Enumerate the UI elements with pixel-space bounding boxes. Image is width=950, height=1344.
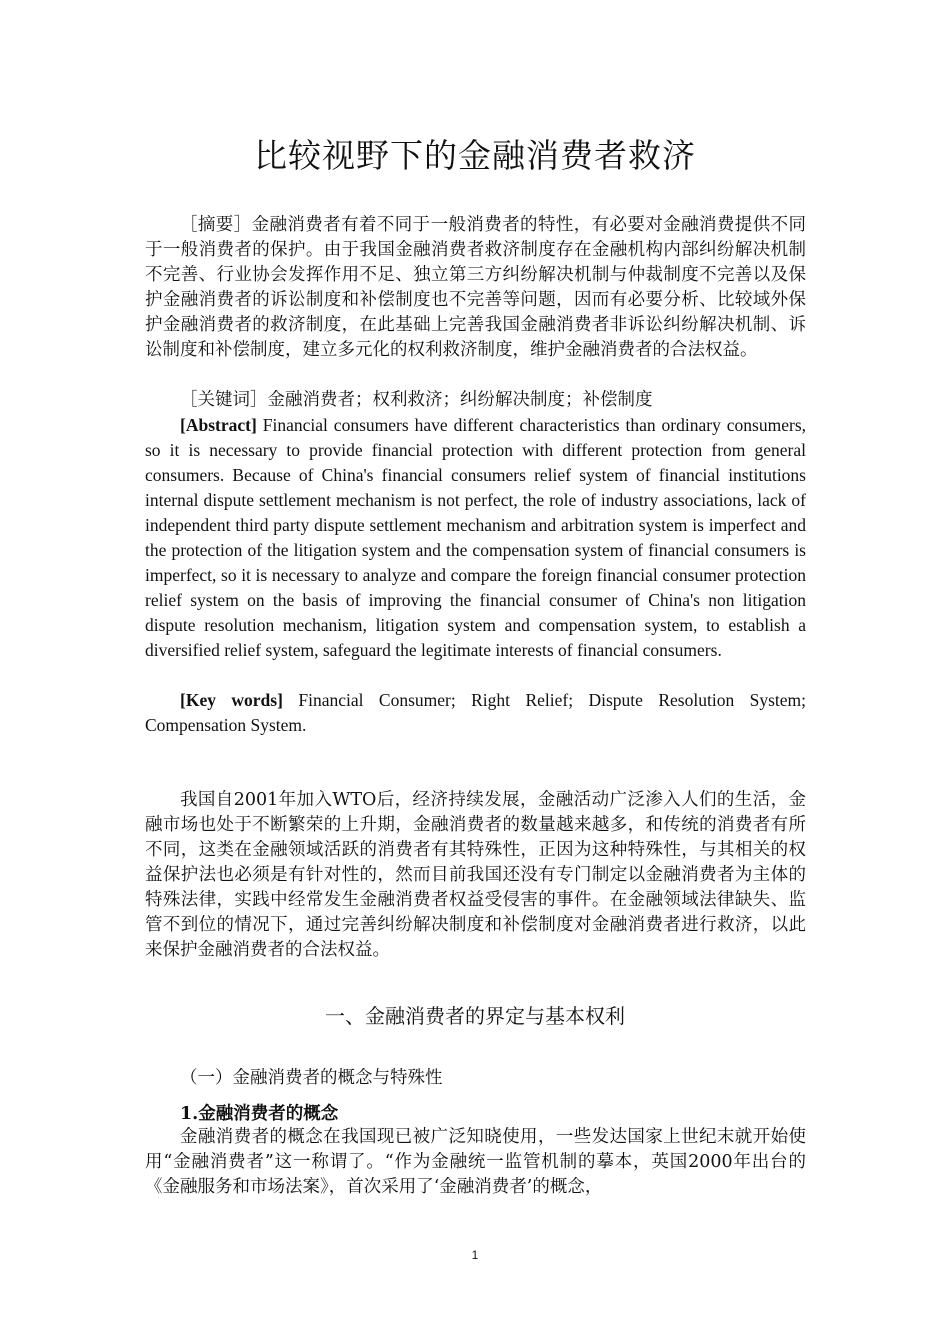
- abstract-en: [145, 413, 806, 663]
- keywords-en-text: Financial Consumer; Right Relief; Dispute Resolution System; Compensation System.: [145, 690, 807, 735]
- subsubsection-heading: 1.金融消费者的概念: [180, 1104, 339, 1124]
- abstract-cn-label: ［摘要］: [180, 215, 252, 235]
- intro-paragraph: 我国自2001年加入WTO后，经济持续发展，金融活动广泛渗入人们的生活，金融市场也处于不断繁荣的上升期，金融消费者的数量越来越多，和传统的消费者有所不同，这类在金融领域活跃的消费者有其特殊性，正因为这种特殊性，与其相关的权益保护法也必须是有针对性的，然而目前我国还没有专门制定以金融消费者为主体的特殊法律，实践中经常发生金融消费者权益受侵害的事件。在金融领域法律缺失、监管不到位的情况下，通过完善纠纷解决制度和补偿制度对金融消费者进行救济，以此来保护金融消费者的合法权益。: [145, 790, 806, 960]
- abstract-en-text: Financial consumers have different characteristics than ordinary consumers, so it is necessary to provide financial protection with different protection from general consumers. Because of China's financial consumers relief system of financial institutions internal dispute settlement mechanism is not perfect, the role of industry associations, lack of independent third party dispute settlement mechanism and arbitration system is imperfect and the protection of the litigation system and the compensation system of financial consumers is imperfect, so it is necessary to analyze and compare the foreign financial consumer protection relief system on the basis of improving the financial consumer of China's non litigation dispute resolution mechanism, litigation system and compensation system, to establish a diversified relief system, safeguard the legitimate interests of financial consumers.: [145, 415, 807, 660]
- section-heading: 一、金融消费者的界定与基本权利: [325, 1004, 625, 1028]
- abstract-cn: [145, 213, 806, 363]
- keywords-cn-text: 金融消费者；权利救济；纠纷解决制度；补偿制度: [267, 390, 653, 410]
- body-paragraph: 金融消费者的概念在我国现已被广泛知晓使用，一些发达国家上世纪末就开始使用“金融消费者”这一称谓了。“作为金融统一监管机制的摹本，英国2000年出台的《金融服务和市场法案》，首次采用了‘金融消费者’的概念，: [145, 1127, 806, 1197]
- abstract-en-label: [Abstract]: [180, 415, 257, 435]
- keywords-en-label: [Key words]: [180, 690, 283, 710]
- page-number: 1: [471, 1248, 479, 1262]
- keywords-cn: [145, 388, 806, 413]
- abstract-cn-text: 金融消费者有着不同于一般消费者的特性，有必要对金融消费提供不同于一般消费者的保护。由于我国金融消费者救济制度存在金融机构内部纠纷解决机制不完善、行业协会发挥作用不足、独立第三方纠纷解决机制与仲裁制度不完善以及保护金融消费者的诉讼制度和补偿制度也不完善等问题，因而有必要分析、比较域外保护金融消费者的救济制度，在此基础上完善我国金融消费者非诉讼纠纷解决机制、诉讼制度和补偿制度，建立多元化的权利救济制度，维护金融消费者的合法权益。: [145, 215, 807, 360]
- keywords-cn-label: ［关键词］: [180, 390, 268, 410]
- keywords-en: [145, 688, 806, 738]
- subsection-heading: （一）金融消费者的概念与特殊性: [180, 1068, 443, 1088]
- paper-title: 比较视野下的金融消费者救济: [254, 136, 696, 175]
